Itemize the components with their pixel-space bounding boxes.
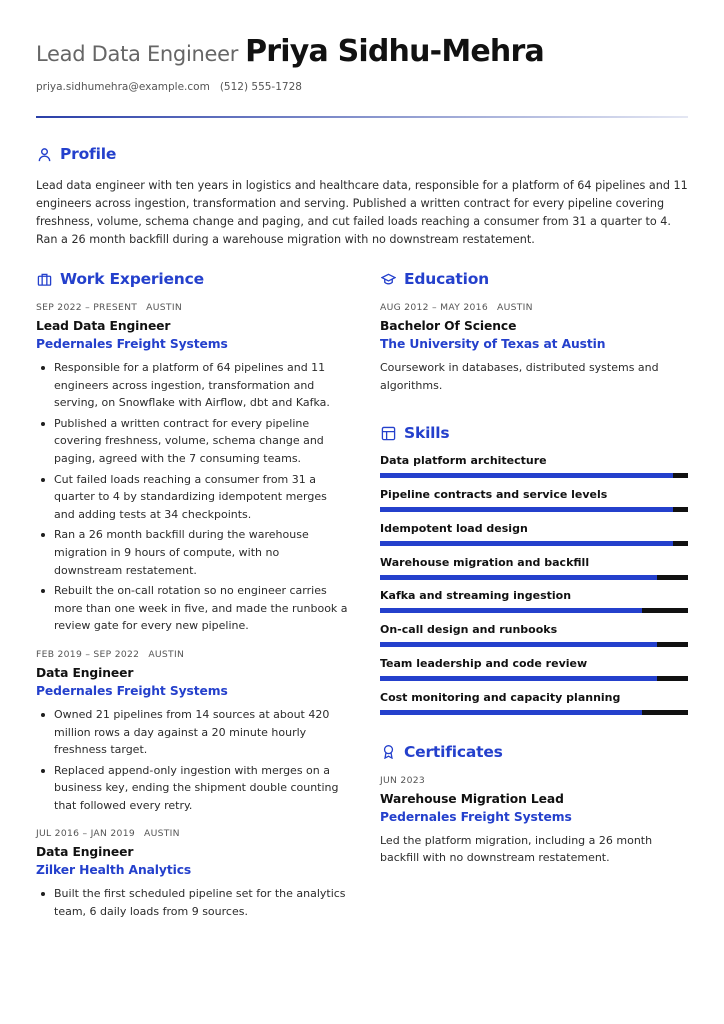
profile-title: Profile <box>60 145 117 163</box>
role-title: Lead Data Engineer <box>36 42 239 66</box>
skill-item <box>380 623 688 657</box>
skill-level-fill <box>380 507 673 512</box>
certificate-description: Led the platform migration, including a 26 month backfill with no downstream restatement. <box>380 833 653 865</box>
skill-item <box>380 556 688 590</box>
skill-level-bar <box>380 642 688 647</box>
job-bullets <box>36 706 348 815</box>
job-bullet: Cut failed loads reaching a consumer from 31 a quarter to 4 by standardizing idempotent merges and adding tests at 34 checkpoints. <box>54 471 348 524</box>
skill-label: Pipeline contracts and service levels <box>380 487 608 501</box>
person-icon <box>36 146 52 162</box>
job-bullets <box>36 885 348 920</box>
job-company: Pedernales Freight Systems <box>36 337 228 351</box>
skill-item <box>380 691 688 725</box>
experience-title: Work Experience <box>60 270 204 288</box>
skill-level-bar <box>380 608 688 613</box>
candidate-name: Priya Sidhu-Mehra <box>245 34 544 69</box>
school-name: The University of Texas at Austin <box>380 337 606 351</box>
skill-level-fill <box>380 541 673 546</box>
education-heading <box>380 270 688 288</box>
skill-label: On-call design and runbooks <box>380 623 558 637</box>
briefcase-icon <box>36 271 52 287</box>
skill-label: Team leadership and code review <box>380 656 588 670</box>
job-meta <box>36 828 348 839</box>
skill-level-bar <box>380 676 688 681</box>
education-meta <box>380 302 688 313</box>
skill-label: Idempotent load design <box>380 521 528 535</box>
skill-level-fill <box>380 676 657 681</box>
name-line <box>36 34 688 69</box>
skills-section <box>380 424 688 724</box>
job-entry <box>36 302 348 635</box>
profile-heading <box>36 145 688 163</box>
job-title: Data Engineer <box>36 845 134 860</box>
job-bullet: Ran a 26 month backfill during the warehouse migration in 9 hours of compute, with no downstream restatement. <box>54 526 348 579</box>
contact-line <box>36 81 688 93</box>
skill-item <box>380 657 688 691</box>
graduation-cap-icon <box>380 271 396 287</box>
skill-label: Kafka and streaming ingestion <box>380 589 572 603</box>
skill-item <box>380 454 688 488</box>
job-meta <box>36 649 348 660</box>
skill-item <box>380 589 688 623</box>
skill-level-bar <box>380 710 688 715</box>
job-dates: SEP 2022 – PRESENT <box>36 302 138 313</box>
education-location: AUSTIN <box>496 302 533 313</box>
job-meta <box>36 302 348 313</box>
job-entry <box>36 828 348 920</box>
experience-heading <box>36 270 348 288</box>
skill-level-bar <box>380 575 688 580</box>
skill-item <box>380 522 688 556</box>
header-divider <box>36 116 688 118</box>
award-icon <box>380 744 396 760</box>
education-dates: AUG 2012 – MAY 2016 <box>380 302 488 313</box>
skill-level-bar <box>380 541 688 546</box>
job-title: Lead Data Engineer <box>36 319 171 333</box>
certificate-issuer: Pedernales Freight Systems <box>380 809 572 824</box>
job-company: Pedernales Freight Systems <box>36 683 228 698</box>
certificates-heading <box>380 743 688 761</box>
job-location: AUSTIN <box>146 302 183 313</box>
skill-level-bar <box>380 473 688 478</box>
skills-list <box>380 454 688 724</box>
education-title: Education <box>404 270 489 288</box>
skills-title: Skills <box>404 424 450 443</box>
job-location: AUSTIN <box>144 828 180 840</box>
job-company: Zilker Health Analytics <box>36 863 192 878</box>
skill-label: Cost monitoring and capacity planning <box>380 690 621 704</box>
experience-section <box>36 270 348 924</box>
job-bullet: Published a written contract for every pipeline covering freshness, volume, schema change and paging, agreed with the 7 consuming teams. <box>54 415 348 468</box>
right-column <box>380 270 688 867</box>
skill-label: Warehouse migration and backfill <box>380 555 590 569</box>
job-dates: FEB 2019 – SEP 2022 <box>36 648 140 660</box>
phone-text: (512) 555-1728 <box>219 81 302 93</box>
job-title: Data Engineer <box>36 665 134 680</box>
profile-summary: Lead data engineer with ten years in logistics and healthcare data, responsible for a platform of 64 pipelines and 11 engineers across ingestion, transformation and serving. Published a written contract for every pipeline covering freshness, volume, schema change and paging, and cut failed loads reaching a consumer from 31 a quarter to 4. Ran a 26 month backfill during a warehouse migration with no downstream restatement. <box>36 179 688 246</box>
job-dates: JUL 2016 – JAN 2019 <box>36 828 135 840</box>
job-bullet: Replaced append-only ingestion with merges on a business key, ending the shipment double counting that followed every retry. <box>54 762 348 815</box>
job-entry <box>36 649 348 815</box>
skill-label: Data platform architecture <box>380 454 547 468</box>
certificates-title: Certificates <box>404 742 503 761</box>
resume-header <box>36 34 688 93</box>
job-location: AUSTIN <box>148 648 185 660</box>
job-bullet: Owned 21 pipelines from 14 sources at about 420 million rows a day against a 20 minute hourly freshness target. <box>54 706 348 759</box>
certificates-section <box>380 743 688 867</box>
education-section <box>380 270 688 394</box>
skill-level-fill <box>380 575 657 580</box>
email-text: priya.sidhumehra@example.com <box>36 81 210 93</box>
education-description: Coursework in databases, distributed systems and algorithms. <box>380 361 659 392</box>
layout-icon <box>380 425 396 441</box>
degree-title: Bachelor Of Science <box>380 319 517 333</box>
profile-section <box>36 145 688 249</box>
skill-item <box>380 488 688 522</box>
job-bullets <box>36 359 348 635</box>
certificate-name: Warehouse Migration Lead <box>380 791 564 806</box>
skill-level-bar <box>380 507 688 512</box>
skill-level-fill <box>380 473 673 478</box>
skill-level-fill <box>380 710 642 715</box>
skill-level-fill <box>380 608 642 613</box>
skills-heading <box>380 424 688 442</box>
job-bullet: Built the first scheduled pipeline set for the analytics team, 6 daily loads from 9 sources. <box>54 885 348 920</box>
job-bullet: Rebuilt the on-call rotation so no engineer carries more than one week in five, and made the runbook a review gate for every new pipeline. <box>54 582 348 635</box>
certificate-date: JUN 2023 <box>380 774 426 786</box>
skill-level-fill <box>380 642 657 647</box>
job-bullet: Responsible for a platform of 64 pipelines and 11 engineers across ingestion, transformation and serving, on Snowflake with Airflow, dbt and Kafka. <box>54 359 348 412</box>
